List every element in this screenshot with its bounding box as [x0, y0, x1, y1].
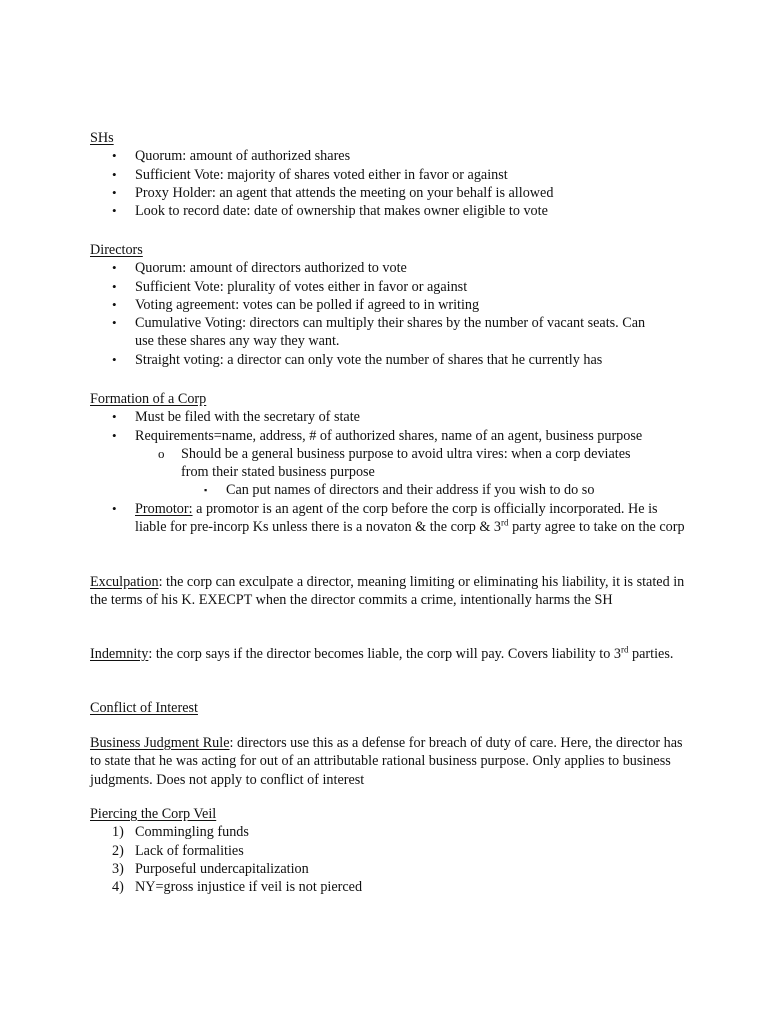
list-item: 2) Lack of formalities — [112, 842, 244, 859]
list-item: 1) Commingling funds — [112, 824, 249, 841]
section-heading: SHs — [90, 130, 114, 146]
bullet-icon: • — [112, 409, 117, 425]
sub-list-item: o Should be a general business purpose to avoid ultra vires: when a corp deviates from their stated business purpose — [158, 445, 631, 481]
bullet-icon: • — [112, 184, 117, 200]
list-item: • Voting agreement: votes can be polled if agreed to in writing — [112, 296, 480, 313]
list-item: • Requirements=name, address, # of authorized shares, name of an agent, business purpose — [112, 427, 643, 444]
section-heading: Piercing the Corp Veil — [90, 806, 217, 822]
list-item: • Sufficient Vote: majority of shares voted either in favor or against — [112, 166, 508, 183]
section-indemnity — [90, 645, 690, 663]
paragraph: Exculpation: the corp can exculpate a director, meaning limiting or eliminating his liability, it is stated in the terms of his K. EXECPT when the director commits a crime, intentionally harms the SH — [90, 574, 685, 609]
square-bullet-icon: ▪ — [204, 485, 208, 496]
section-piercing-corp-veil — [90, 805, 690, 896]
term-label: Promotor: — [135, 500, 193, 517]
bullet-list — [90, 147, 690, 220]
circle-bullet-icon: o — [158, 445, 165, 461]
bullet-icon: • — [112, 278, 117, 294]
section-directors — [90, 241, 690, 369]
bullet-icon: • — [112, 203, 117, 219]
list-item: 3) Purposeful undercapitalization — [112, 860, 309, 877]
bullet-icon: • — [112, 315, 117, 331]
term-label: Business Judgment Rule — [90, 735, 230, 751]
bullet-list — [90, 408, 690, 536]
bullet-icon: • — [112, 427, 117, 443]
list-number: 3) — [112, 860, 124, 877]
paragraph: Indemnity: the corp says if the director becomes liable, the corp will pay. Covers liability to 3rd parties. — [90, 644, 674, 662]
numbered-list — [90, 823, 690, 896]
section-heading: Formation of a Corp — [90, 391, 207, 407]
section-heading: Conflict of Interest — [90, 700, 198, 716]
list-item: • Quorum: amount of authorized shares — [112, 148, 351, 165]
section-conflict-of-interest — [90, 699, 690, 717]
list-number: 2) — [112, 842, 124, 859]
list-item: • Quorum: amount of directors authorized to vote — [112, 260, 407, 277]
section-business-judgment-rule — [90, 734, 690, 789]
bullet-icon: • — [112, 500, 117, 516]
term-label: Exculpation — [90, 574, 159, 590]
list-number: 4) — [112, 879, 124, 896]
bullet-icon: • — [112, 166, 117, 182]
section-heading: Directors — [90, 242, 143, 258]
bullet-icon: • — [112, 148, 117, 164]
bullet-icon: • — [112, 260, 117, 276]
list-item: 4) NY=gross injustice if veil is not pierced — [112, 879, 363, 896]
list-item: • Sufficient Vote: plurality of votes either in favor or against — [112, 278, 468, 295]
section-exculpation — [90, 573, 690, 610]
section-shareholders — [90, 129, 690, 220]
term-label: Indemnity — [90, 646, 149, 662]
paragraph: Business Judgment Rule: directors use this as a defense for breach of duty of care. Here, the director has to state that he was acting for out of an attributable rational business purpose. Only applies to business judgments. Does not apply to conflict of interest — [90, 735, 683, 788]
sub-sub-list-item: ▪ Can put names of directors and their address if you wish to do so — [204, 482, 595, 499]
bullet-icon: • — [112, 351, 117, 367]
list-item-promotor: • Promotor: a promotor is an agent of the corp before the corp is officially incorporated. He is liable for pre-incorp Ks unless there is a novaton & the corp & 3rd party agree to take on the corp — [112, 500, 685, 536]
bullet-list — [90, 259, 690, 369]
list-item: • Proxy Holder: an agent that attends the meeting on your behalf is allowed — [112, 184, 554, 201]
list-item: • Cumulative Voting: directors can multiply their shares by the number of vacant seats. Can use these shares any way they want. — [112, 315, 646, 350]
list-item: • Straight voting: a director can only vote the number of shares that he currently has — [112, 351, 603, 368]
list-item: • Look to record date: date of ownership that makes owner eligible to vote — [112, 203, 548, 220]
list-item: • Must be filed with the secretary of state — [112, 409, 360, 426]
section-formation — [90, 390, 690, 536]
list-number: 1) — [112, 824, 124, 841]
bullet-icon: • — [112, 296, 117, 312]
